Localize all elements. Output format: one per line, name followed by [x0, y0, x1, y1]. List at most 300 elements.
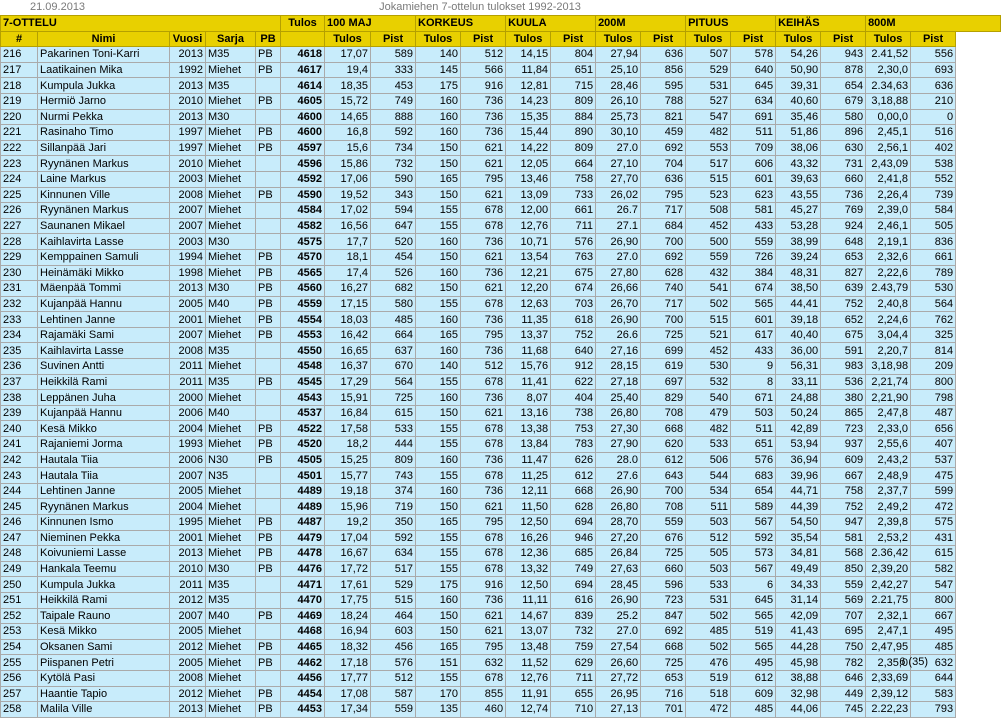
cell-korkeus-result: 160: [416, 234, 461, 250]
cell-kuula-points: 715: [551, 78, 596, 94]
cell-keihas-points: 667: [821, 468, 866, 484]
table-row: [1, 499, 1001, 515]
cell-korkeus-result: 165: [416, 639, 461, 655]
cell-series: M35: [206, 78, 256, 94]
cell-100maj-points: 725: [371, 390, 416, 406]
cell-100maj-points: 512: [371, 670, 416, 686]
cell-100maj-result: 16,67: [325, 546, 371, 562]
cell-800m-result: 2,22,6: [866, 265, 911, 281]
cell-keihas-points: 752: [821, 296, 866, 312]
cell-korkeus-result: 150: [416, 140, 461, 156]
cell-800m-points: 530: [911, 281, 956, 297]
cell-kuula-result: 11,91: [506, 686, 551, 702]
header-col-blank: [281, 31, 325, 47]
cell-200m-result: 27,90: [596, 437, 641, 453]
cell-kuula-result: 12,11: [506, 483, 551, 499]
cell-korkeus-result: 140: [416, 47, 461, 63]
cell-pituus-result: 511: [686, 499, 731, 515]
cell-rank: 240: [1, 421, 38, 437]
cell-pb: PB: [256, 452, 281, 468]
table-header: [1, 16, 1001, 47]
cell-100maj-points: 888: [371, 109, 416, 125]
cell-800m-result: 2,21,74: [866, 374, 911, 390]
cell-100maj-points: 453: [371, 78, 416, 94]
cell-pituus-points: 559: [731, 234, 776, 250]
cell-series: Miehet: [206, 702, 256, 718]
cell-total: 4575: [281, 234, 325, 250]
cell-pituus-result: 505: [686, 546, 731, 562]
cell-pb: PB: [256, 374, 281, 390]
cell-800m-result: 2,33,0: [866, 421, 911, 437]
cell-800m-result: 2,41,8: [866, 171, 911, 187]
cell-pb: [256, 592, 281, 608]
cell-year: 2001: [170, 530, 206, 546]
cell-rank: 222: [1, 140, 38, 156]
cell-kuula-result: 8,07: [506, 390, 551, 406]
cell-series: Miehet: [206, 312, 256, 328]
cell-series: Miehet: [206, 249, 256, 265]
header-section-100maj: 100 MAJ: [325, 16, 416, 32]
cell-total: 4489: [281, 499, 325, 515]
cell-200m-points: 692: [641, 624, 686, 640]
cell-pituus-result: 506: [686, 452, 731, 468]
cell-800m-result: 2.22,23: [866, 702, 911, 718]
cell-keihas-points: 639: [821, 281, 866, 297]
cell-kuula-points: 711: [551, 670, 596, 686]
cell-korkeus-result: 165: [416, 327, 461, 343]
cell-korkeus-points: 621: [461, 156, 506, 172]
cell-kuula-points: 685: [551, 546, 596, 562]
cell-korkeus-points: 855: [461, 686, 506, 702]
cell-100maj-result: 18,35: [325, 78, 371, 94]
cell-800m-result: 2,48,9: [866, 468, 911, 484]
cell-total: 4487: [281, 515, 325, 531]
cell-name: Leppänen Juha: [38, 390, 170, 406]
cell-200m-result: 27,30: [596, 421, 641, 437]
cell-pb: [256, 234, 281, 250]
cell-kuula-result: 15,35: [506, 109, 551, 125]
cell-total: 4453: [281, 702, 325, 718]
document-title: Jokamiehen 7-ottelun tulokset 1992-2013: [379, 1, 581, 13]
cell-800m-result: 2,24,6: [866, 312, 911, 328]
cell-keihas-points: 782: [821, 655, 866, 671]
cell-korkeus-points: 621: [461, 608, 506, 624]
cell-pituus-points: 674: [731, 281, 776, 297]
cell-100maj-points: 515: [371, 592, 416, 608]
cell-keihas-result: 35,54: [776, 530, 821, 546]
cell-kuula-result: 11,47: [506, 452, 551, 468]
cell-rank: 237: [1, 374, 38, 390]
cell-100maj-points: 533: [371, 421, 416, 437]
cell-pituus-result: 541: [686, 281, 731, 297]
cell-kuula-points: 804: [551, 47, 596, 63]
cell-200m-points: 829: [641, 390, 686, 406]
cell-pituus-points: 606: [731, 156, 776, 172]
cell-800m-result: 2,49,2: [866, 499, 911, 515]
cell-100maj-result: 17,07: [325, 47, 371, 63]
cell-korkeus-result: 155: [416, 670, 461, 686]
cell-keihas-points: 652: [821, 312, 866, 328]
cell-keihas-points: 660: [821, 171, 866, 187]
cell-year: 1994: [170, 249, 206, 265]
cell-korkeus-points: 678: [461, 296, 506, 312]
cell-kuula-points: 404: [551, 390, 596, 406]
cell-pb: [256, 203, 281, 219]
cell-keihas-result: 42,09: [776, 608, 821, 624]
cell-year: 2003: [170, 171, 206, 187]
cell-100maj-result: 17,08: [325, 686, 371, 702]
cell-korkeus-result: 150: [416, 624, 461, 640]
cell-kuula-points: 732: [551, 624, 596, 640]
cell-800m-points: 800: [911, 374, 956, 390]
cell-200m-points: 643: [641, 468, 686, 484]
cell-rank: 258: [1, 702, 38, 718]
cell-name: Nieminen Pekka: [38, 530, 170, 546]
cell-kuula-points: 629: [551, 655, 596, 671]
cell-year: 2010: [170, 561, 206, 577]
cell-pituus-result: 559: [686, 249, 731, 265]
cell-100maj-points: 333: [371, 62, 416, 78]
cell-100maj-result: 15,86: [325, 156, 371, 172]
cell-keihas-points: 609: [821, 452, 866, 468]
cell-pituus-points: 654: [731, 483, 776, 499]
cell-keihas-points: 937: [821, 437, 866, 453]
cell-100maj-result: 17,15: [325, 296, 371, 312]
cell-rank: 217: [1, 62, 38, 78]
cell-200m-points: 717: [641, 203, 686, 219]
cell-korkeus-points: 736: [461, 234, 506, 250]
cell-200m-points: 708: [641, 405, 686, 421]
cell-keihas-result: 50,90: [776, 62, 821, 78]
cell-kuula-points: 622: [551, 374, 596, 390]
cell-korkeus-points: 621: [461, 499, 506, 515]
header-section-pituus: PITUUS: [686, 16, 776, 32]
cell-100maj-result: 15,77: [325, 468, 371, 484]
cell-200m-points: 697: [641, 374, 686, 390]
cell-800m-points: 552: [911, 171, 956, 187]
cell-800m-points: 583: [911, 686, 956, 702]
cell-name: Ryynänen Markus: [38, 156, 170, 172]
cell-keihas-result: 31,14: [776, 592, 821, 608]
cell-rank: 224: [1, 171, 38, 187]
table-row: [1, 203, 1001, 219]
cell-korkeus-result: 175: [416, 577, 461, 593]
cell-keihas-result: 34,81: [776, 546, 821, 562]
cell-korkeus-result: 151: [416, 655, 461, 671]
cell-year: 2001: [170, 312, 206, 328]
cell-korkeus-points: 678: [461, 670, 506, 686]
cell-200m-points: 700: [641, 483, 686, 499]
cell-korkeus-points: 512: [461, 47, 506, 63]
cell-200m-result: 26,66: [596, 281, 641, 297]
cell-100maj-points: 520: [371, 234, 416, 250]
header-col-800m-tulos: Tulos: [866, 31, 911, 47]
cell-korkeus-points: 621: [461, 624, 506, 640]
cell-series: Miehet: [206, 327, 256, 343]
cell-100maj-points: 637: [371, 343, 416, 359]
cell-200m-result: 27,13: [596, 702, 641, 718]
cell-korkeus-result: 160: [416, 312, 461, 328]
cell-100maj-points: 454: [371, 249, 416, 265]
header-col-100maj-tulos: Tulos: [325, 31, 371, 47]
cell-pituus-points: 623: [731, 187, 776, 203]
cell-800m-result: 2,35,0: [866, 655, 911, 671]
cell-kuula-points: 628: [551, 499, 596, 515]
cell-100maj-points: 464: [371, 608, 416, 624]
cell-keihas-result: 54,50: [776, 515, 821, 531]
cell-pituus-points: 634: [731, 93, 776, 109]
cell-kuula-points: 710: [551, 702, 596, 718]
cell-800m-result: 2,40,8: [866, 296, 911, 312]
cell-100maj-points: 615: [371, 405, 416, 421]
cell-name: Laatikainen Mika: [38, 62, 170, 78]
cell-pituus-result: 476: [686, 655, 731, 671]
cell-name: Kaihlavirta Lasse: [38, 343, 170, 359]
cell-keihas-result: 53,28: [776, 218, 821, 234]
cell-pb: PB: [256, 249, 281, 265]
cell-series: M35: [206, 592, 256, 608]
cell-800m-points: 644: [911, 670, 956, 686]
cell-800m-points: 516: [911, 125, 956, 141]
cell-pituus-result: 507: [686, 47, 731, 63]
cell-rank: 231: [1, 281, 38, 297]
cell-100maj-points: 580: [371, 296, 416, 312]
cell-pituus-result: 531: [686, 592, 731, 608]
cell-200m-result: 25,10: [596, 62, 641, 78]
cell-pb: [256, 670, 281, 686]
cell-800m-points: 210: [911, 93, 956, 109]
cell-pituus-points: 612: [731, 670, 776, 686]
cell-200m-result: 27,70: [596, 171, 641, 187]
cell-korkeus-points: 678: [461, 421, 506, 437]
cell-pituus-result: 530: [686, 359, 731, 375]
cell-100maj-points: 529: [371, 577, 416, 593]
cell-korkeus-points: 621: [461, 140, 506, 156]
cell-year: 2013: [170, 78, 206, 94]
cell-pituus-points: 617: [731, 327, 776, 343]
cell-pb: PB: [256, 281, 281, 297]
results-table: [0, 15, 1001, 718]
header-col-keihas-pist: Pist: [821, 31, 866, 47]
cell-200m-result: 26.6: [596, 327, 641, 343]
table-row: [1, 109, 1001, 125]
cell-800m-points: 402: [911, 140, 956, 156]
cell-total: 4590: [281, 187, 325, 203]
cell-year: 1997: [170, 140, 206, 156]
cell-year: 2010: [170, 93, 206, 109]
cell-name: Kinnunen Ismo: [38, 515, 170, 531]
table-row: [1, 592, 1001, 608]
cell-name: Laine Markus: [38, 171, 170, 187]
cell-100maj-result: 16,42: [325, 327, 371, 343]
cell-pituus-result: 518: [686, 686, 731, 702]
cell-800m-result: 2,32,6: [866, 249, 911, 265]
cell-series: Miehet: [206, 359, 256, 375]
cell-name: Kumpula Jukka: [38, 78, 170, 94]
cell-name: Haantie Tapio: [38, 686, 170, 702]
cell-total: 4465: [281, 639, 325, 655]
cell-name: Rajamäki Sami: [38, 327, 170, 343]
cell-kuula-points: 809: [551, 140, 596, 156]
cell-200m-result: 26,80: [596, 499, 641, 515]
cell-rank: 226: [1, 203, 38, 219]
cell-keihas-result: 49,49: [776, 561, 821, 577]
cell-korkeus-points: 916: [461, 78, 506, 94]
cell-series: Miehet: [206, 62, 256, 78]
cell-pituus-points: 592: [731, 530, 776, 546]
cell-keihas-points: 758: [821, 483, 866, 499]
cell-pb: [256, 156, 281, 172]
event-title: 7-OTTELU: [1, 16, 281, 32]
cell-100maj-result: 16,37: [325, 359, 371, 375]
cell-kuula-points: 668: [551, 483, 596, 499]
cell-korkeus-points: 460: [461, 702, 506, 718]
cell-pituus-points: 433: [731, 343, 776, 359]
cell-rank: 225: [1, 187, 38, 203]
cell-200m-result: 27.1: [596, 218, 641, 234]
cell-korkeus-points: 512: [461, 359, 506, 375]
cell-200m-result: 26,70: [596, 296, 641, 312]
cell-800m-points: 739: [911, 187, 956, 203]
cell-korkeus-points: 678: [461, 546, 506, 562]
cell-200m-result: 27,54: [596, 639, 641, 655]
cell-200m-points: 596: [641, 577, 686, 593]
cell-series: Miehet: [206, 140, 256, 156]
cell-pituus-result: 533: [686, 577, 731, 593]
cell-100maj-points: 634: [371, 546, 416, 562]
cell-100maj-points: 682: [371, 281, 416, 297]
cell-total: 4617: [281, 62, 325, 78]
cell-200m-points: 847: [641, 608, 686, 624]
cell-pituus-result: 503: [686, 515, 731, 531]
cell-pituus-result: 534: [686, 483, 731, 499]
cell-korkeus-result: 155: [416, 421, 461, 437]
cell-100maj-points: 749: [371, 93, 416, 109]
cell-200m-points: 559: [641, 515, 686, 531]
cell-series: M35: [206, 374, 256, 390]
cell-pb: PB: [256, 561, 281, 577]
cell-pb: PB: [256, 62, 281, 78]
cell-total: 4469: [281, 608, 325, 624]
cell-100maj-result: 18,32: [325, 639, 371, 655]
cell-pituus-result: 432: [686, 265, 731, 281]
cell-rank: 219: [1, 93, 38, 109]
cell-rank: 252: [1, 608, 38, 624]
cell-korkeus-result: 160: [416, 592, 461, 608]
cell-100maj-result: 17,77: [325, 670, 371, 686]
cell-800m-points: 556: [911, 47, 956, 63]
header-col-korkeus-tulos: Tulos: [416, 31, 461, 47]
cell-year: 1997: [170, 125, 206, 141]
table-row: [1, 327, 1001, 343]
cell-name: Pakarinen Toni-Karri: [38, 47, 170, 63]
cell-name: Oksanen Sami: [38, 639, 170, 655]
cell-year: 2003: [170, 234, 206, 250]
cell-200m-points: 725: [641, 327, 686, 343]
cell-200m-points: 619: [641, 359, 686, 375]
cell-korkeus-points: 795: [461, 171, 506, 187]
cell-name: Heinämäki Mikko: [38, 265, 170, 281]
cell-total: 4522: [281, 421, 325, 437]
cell-name: Piispanen Petri: [38, 655, 170, 671]
cell-keihas-points: 865: [821, 405, 866, 421]
cell-kuula-result: 12,76: [506, 670, 551, 686]
cell-year: 2008: [170, 187, 206, 203]
cell-rank: 241: [1, 437, 38, 453]
cell-800m-result: 2.41,52: [866, 47, 911, 63]
cell-100maj-result: 16,27: [325, 281, 371, 297]
table-row: [1, 639, 1001, 655]
cell-keihas-points: 745: [821, 702, 866, 718]
cell-keihas-points: 924: [821, 218, 866, 234]
cell-200m-points: 459: [641, 125, 686, 141]
cell-keihas-result: 43,55: [776, 187, 821, 203]
table-row: [1, 62, 1001, 78]
cell-kuula-points: 752: [551, 327, 596, 343]
cell-name: Rajaniemi Jorma: [38, 437, 170, 453]
header-col-pb: PB: [256, 31, 281, 47]
cell-rank: 227: [1, 218, 38, 234]
cell-year: 2007: [170, 468, 206, 484]
cell-pb: PB: [256, 93, 281, 109]
cell-year: 2007: [170, 327, 206, 343]
cell-total: 4456: [281, 670, 325, 686]
cell-kuula-result: 13,38: [506, 421, 551, 437]
cell-200m-result: 26,90: [596, 234, 641, 250]
cell-800m-result: 2,26,4: [866, 187, 911, 203]
cell-200m-points: 740: [641, 281, 686, 297]
cell-100maj-result: 17,18: [325, 655, 371, 671]
cell-800m-points: 636: [911, 78, 956, 94]
cell-100maj-result: 17,4: [325, 265, 371, 281]
cell-korkeus-points: 916: [461, 577, 506, 593]
cell-kuula-points: 890: [551, 125, 596, 141]
cell-pituus-result: 482: [686, 421, 731, 437]
table-row: [1, 546, 1001, 562]
cell-pb: PB: [256, 515, 281, 531]
cell-pb: [256, 359, 281, 375]
page-number: 6 (35): [899, 656, 928, 668]
cell-series: Miehet: [206, 670, 256, 686]
cell-korkeus-points: 736: [461, 390, 506, 406]
cell-keihas-result: 51,86: [776, 125, 821, 141]
cell-800m-points: 667: [911, 608, 956, 624]
cell-200m-points: 725: [641, 546, 686, 562]
cell-pituus-points: 601: [731, 171, 776, 187]
cell-kuula-result: 12,21: [506, 265, 551, 281]
cell-year: 2013: [170, 546, 206, 562]
cell-rank: 216: [1, 47, 38, 63]
header-col-kuula-tulos: Tulos: [506, 31, 551, 47]
cell-kuula-result: 11,11: [506, 592, 551, 608]
cell-total: 4596: [281, 156, 325, 172]
cell-rank: 221: [1, 125, 38, 141]
header-col-kuula-pist: Pist: [551, 31, 596, 47]
cell-200m-points: 668: [641, 639, 686, 655]
cell-800m-points: 487: [911, 405, 956, 421]
cell-100maj-result: 17,58: [325, 421, 371, 437]
cell-kuula-result: 10,71: [506, 234, 551, 250]
cell-800m-points: 656: [911, 421, 956, 437]
cell-pb: PB: [256, 296, 281, 312]
cell-100maj-result: 17,29: [325, 374, 371, 390]
cell-800m-result: 2,39,20: [866, 561, 911, 577]
cell-kuula-result: 11,50: [506, 499, 551, 515]
cell-200m-points: 788: [641, 93, 686, 109]
cell-keihas-points: 736: [821, 187, 866, 203]
cell-800m-points: 325: [911, 327, 956, 343]
cell-series: M40: [206, 296, 256, 312]
